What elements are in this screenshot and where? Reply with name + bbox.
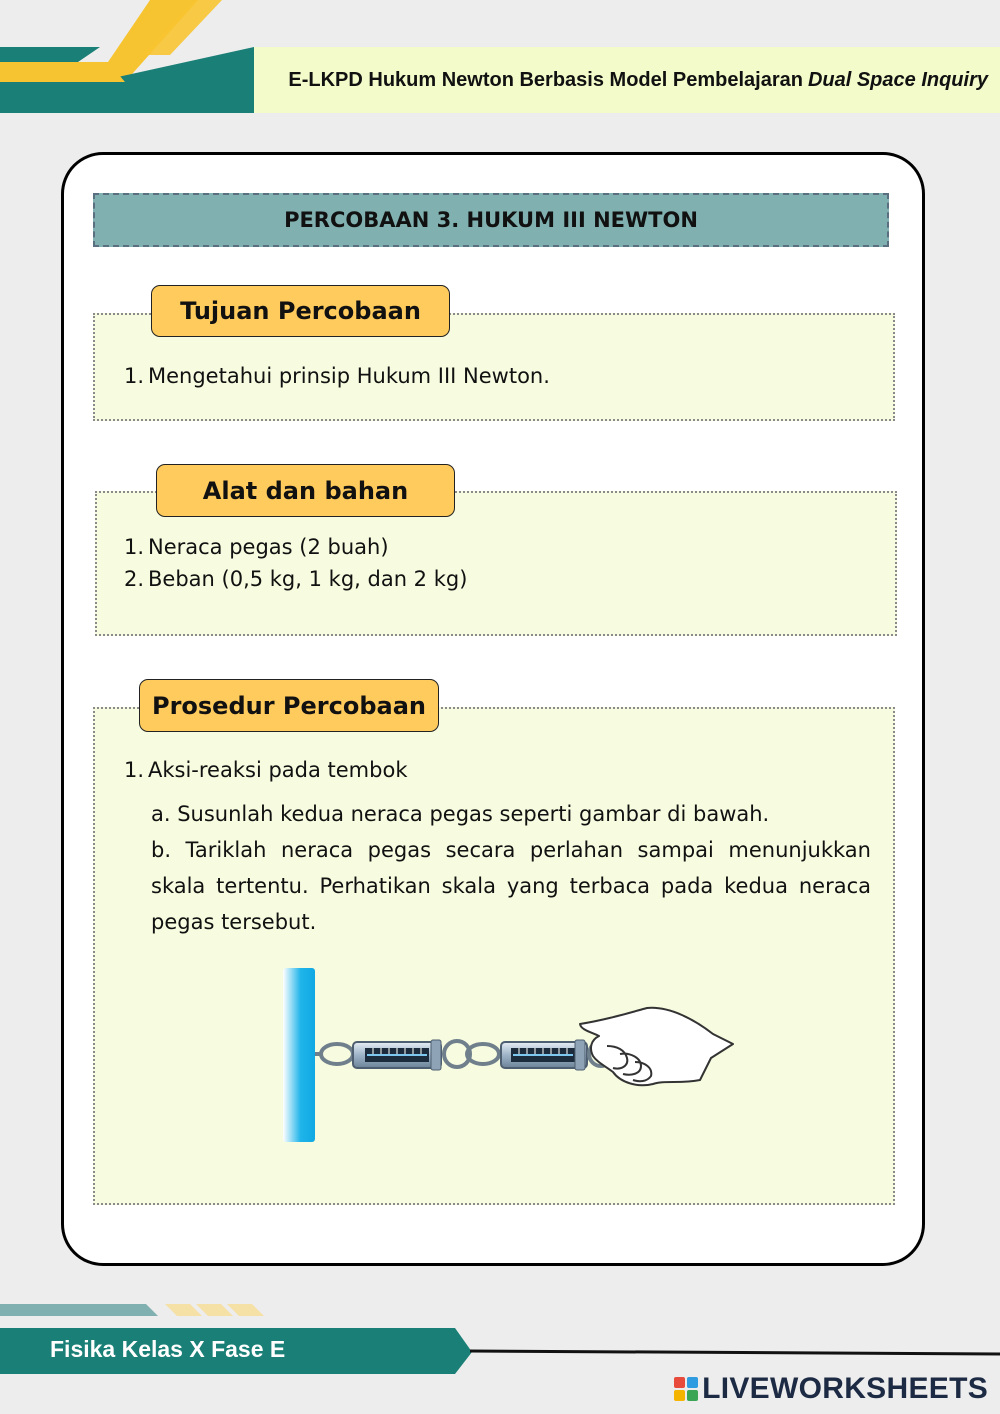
liveworksheets-logo-icon	[674, 1377, 698, 1401]
list-item-text: Aksi-reaksi pada tembok	[148, 758, 408, 782]
list-item	[124, 754, 407, 786]
list-item-number: 1.	[124, 364, 145, 388]
list-item-number: 1.	[124, 758, 145, 782]
footer-text: Fisika Kelas X Fase E	[50, 1336, 286, 1362]
list-item	[124, 563, 467, 595]
list-item	[124, 360, 550, 392]
header-title	[254, 47, 1000, 113]
prosedur-list	[124, 754, 407, 786]
spring-balance-figure	[275, 962, 745, 1147]
wall-icon	[283, 968, 315, 1142]
list-item	[124, 531, 467, 563]
list-item-number: 1.	[124, 535, 145, 559]
alat-label: Alat dan bahan	[156, 464, 455, 517]
list-item-number: 2.	[124, 567, 145, 591]
alat-list	[124, 531, 467, 595]
brand-text: LIVEWORKSHEETS	[702, 1372, 988, 1405]
header-title-emphasis: Dual Space Inquiry	[807, 68, 988, 91]
spring-balance-icon	[501, 1040, 587, 1070]
list-item-text: Beban (0,5 kg, 1 kg, dan 2 kg)	[148, 567, 468, 591]
prosedur-steps	[151, 796, 871, 940]
hand-icon	[580, 1008, 733, 1085]
step-a: a. Susunlah kedua neraca pegas seperti gambar di bawah.	[151, 802, 770, 826]
list-item-text: Neraca pegas (2 buah)	[148, 535, 389, 559]
tujuan-list	[124, 360, 550, 392]
prosedur-label: Prosedur Percobaan	[139, 679, 439, 732]
liveworksheets-brand[interactable]	[674, 1372, 988, 1406]
header-decoration	[0, 0, 260, 120]
spring-balance-icon	[353, 1040, 441, 1070]
header-title-main: E-LKPD Hukum Newton Berbasis Model Pembelajaran	[288, 68, 803, 91]
step-b: b. Tariklah neraca pegas secara perlahan sampai menunjukkan skala tertentu. Perhatikan skala yang terbaca pada kedua neraca pegas tersebut.	[151, 838, 871, 934]
experiment-title: PERCOBAAN 3. HUKUM III NEWTON	[93, 193, 889, 247]
list-item-text: Mengetahui prinsip Hukum III Newton.	[148, 364, 550, 388]
tujuan-label: Tujuan Percobaan	[151, 285, 450, 337]
